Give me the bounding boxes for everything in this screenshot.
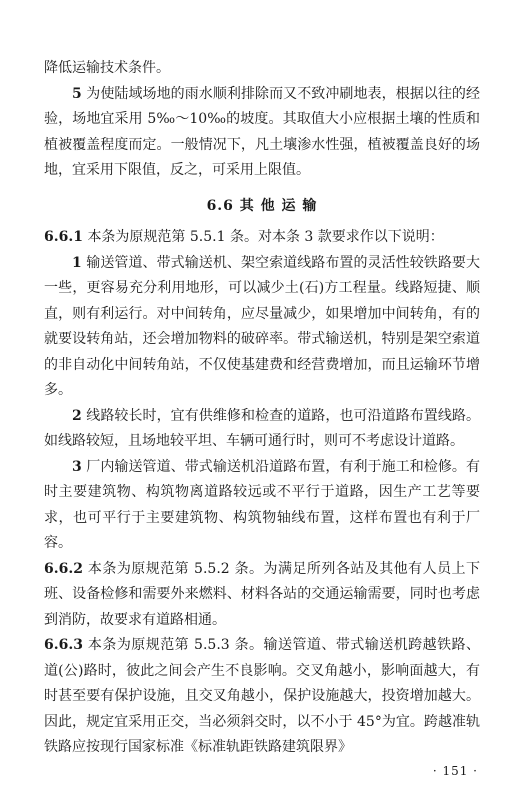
clause-6-6-1-item-1 <box>44 251 480 404</box>
item-text: 输送管道、带式输送机、架空索道线路布置的灵活性较铁路要大一些，更容易充分利用地形，可以减少土(石)方工程量。线路短捷、顺直，则有利运行。对中间转角，应尽量减少，如果增加中间转角，有的就要设转角站，还会增加物料的破碎率。带式输送机，特别是架空索道的非自动化中间转角站，不仅使基建费和经营费增加，而且运输环节增多。 <box>44 254 480 398</box>
item-text: 厂内输送管道、带式输送机沿道路布置，有利于施工和检修。有时主要建筑物、构筑物离道路较远或不平行于道路，因生产工艺等要求，也可平行于主要建筑物、构筑物轴线布置，这样布置也有利于厂容。 <box>44 458 480 551</box>
clause-number: 6.6.2 <box>44 560 83 577</box>
clause-6-6-1-item-3 <box>44 455 480 557</box>
clause-number: 6.6.3 <box>44 637 83 653</box>
intro-paragraph <box>44 56 480 82</box>
section-title: 6.6 其 他 运 输 <box>206 197 318 214</box>
item-number: 3 <box>72 458 82 475</box>
item-text: 线路较长时，宜有供维修和检查的道路，也可沿道路布置线路。如线路较短，且场地较平坦、车辆可通行时，则可不考虑设计道路。 <box>44 407 480 449</box>
paragraph-item-5 <box>44 82 480 184</box>
clause-number: 6.6.1 <box>44 229 83 245</box>
page-number: · 151 · <box>432 764 478 778</box>
body-text <box>44 56 480 761</box>
clause-6-6-1-item-2 <box>44 404 480 455</box>
item-number: 2 <box>72 407 82 424</box>
item-number: 1 <box>72 254 82 271</box>
clause-text: 本条为原规范第 5.5.1 条。对本条 3 款要求作以下说明： <box>87 229 444 245</box>
clause-text: 本条为原规范第 5.5.2 条。为满足所列各站及其他有人员上下班、设备检修和需要外来燃料、材料各站的交通运输需要，同时也考虑到消防，故要求有道路相通。 <box>44 560 480 628</box>
clause-6-6-2 <box>44 557 480 634</box>
intro-text: 降低运输技术条件。 <box>44 60 170 76</box>
clause-6-6-3 <box>44 633 480 761</box>
item-text: 为使陆域场地的雨水顺利排除而又不致冲刷地表，根据以往的经验，场地宜采用 5‰～10‰的坡度。其取值大小应根据土壤的性质和植被覆盖程度而定。一般情况下，凡土壤渗水性强，植被覆盖良好的场地，宜采用下限值，反之，可采用上限值。 <box>44 85 480 178</box>
item-number: 5 <box>72 85 82 102</box>
clause-text: 本条为原规范第 5.5.3 条。输送管道、带式输送机跨越铁路、道(公)路时，彼此之间会产生不良影响。交叉角越小，影响面越大，有时甚至要有保护设施，且交叉角越小，保护设施越大，投资增加越大。因此，规定宜采用正交，当必须斜交时，以不小于 45°为宜。跨越准轨铁路应按现行国家标准《标准轨距铁路建筑限界》 <box>44 637 480 755</box>
clause-6-6-1 <box>44 225 480 251</box>
